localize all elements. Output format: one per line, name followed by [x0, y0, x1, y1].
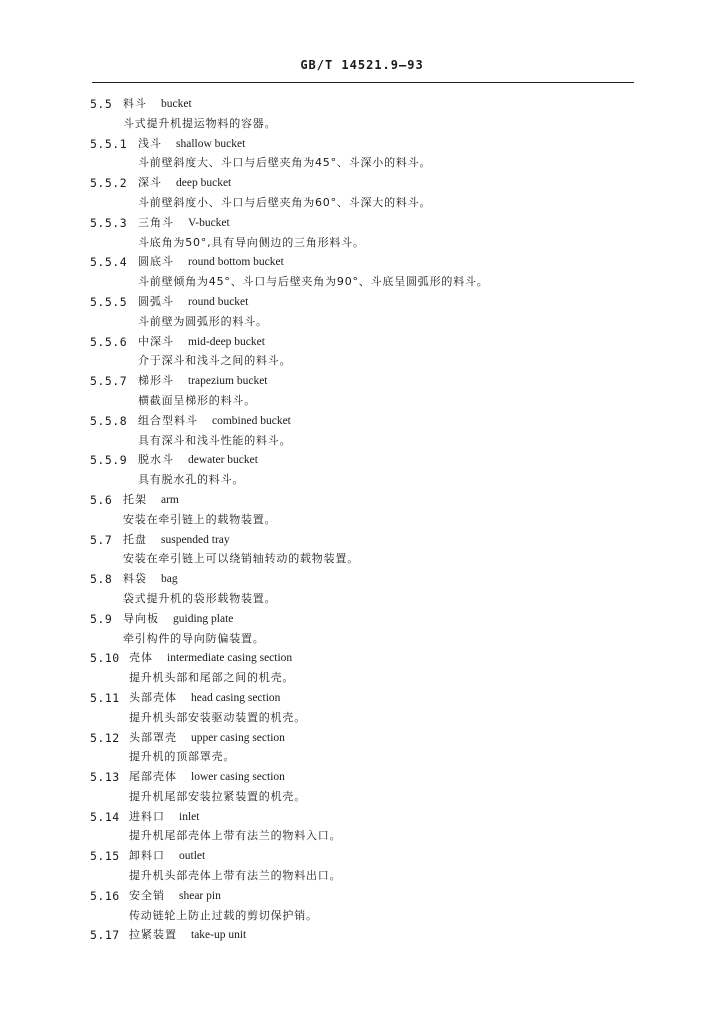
term-number: 5.6 [90, 492, 113, 507]
term-entry [0, 846, 724, 886]
term-english: bag [161, 573, 178, 586]
term-entry [0, 648, 724, 688]
term-definition: 具有深斗和浅斗性能的料斗。 [138, 433, 292, 447]
term-chinese: 头部罩壳 [129, 730, 177, 744]
term-chinese: 尾部壳体 [129, 770, 177, 784]
term-entry [0, 807, 724, 847]
term-number: 5.5.9 [90, 453, 128, 468]
term-number: 5.15 [90, 849, 120, 864]
term-entry [0, 925, 724, 965]
term-english: guiding plate [173, 612, 234, 625]
term-number: 5.16 [90, 888, 120, 903]
term-definition: 提升机头部壳体上带有法兰的物料出口。 [129, 869, 342, 883]
term-entry [0, 213, 724, 253]
term-entry [0, 411, 724, 451]
term-definition: 传动链轮上防止过载的剪切保护销。 [129, 908, 318, 922]
term-definition: 提升机尾部壳体上带有法兰的物料入口。 [129, 829, 342, 843]
term-chinese: 进料口 [129, 809, 165, 823]
term-definition: 提升机的顶部罩壳。 [129, 750, 236, 764]
term-entry [0, 134, 724, 174]
term-chinese: 三角斗 [138, 215, 174, 229]
term-english: take-up unit [191, 929, 247, 942]
term-chinese: 安全销 [129, 888, 165, 902]
term-entry [0, 688, 724, 728]
term-chinese: 梯形斗 [138, 374, 174, 388]
term-number: 5.11 [90, 690, 120, 705]
term-english: outlet [179, 850, 206, 863]
term-chinese: 托盘 [123, 532, 147, 546]
term-number: 5.7 [90, 532, 113, 547]
term-definition: 提升机头部安装驱动装置的机壳。 [129, 710, 306, 724]
term-entry [0, 292, 724, 332]
term-definition: 袋式提升机的袋形载物装置。 [123, 591, 277, 605]
term-chinese: 中深斗 [138, 334, 174, 348]
page-header: GB/T 14521.9—93 [300, 58, 424, 72]
term-english: round bucket [188, 295, 249, 308]
term-chinese: 壳体 [129, 651, 153, 665]
term-entry [0, 450, 724, 490]
term-chinese: 卸料口 [129, 849, 165, 863]
term-definition: 斗前壁倾角为45°、斗口与后壁夹角为90°、斗底呈圆弧形的料斗。 [138, 275, 489, 289]
header-divider [92, 82, 634, 83]
term-english: suspended tray [161, 533, 230, 546]
term-chinese: 组合型料斗 [138, 413, 198, 427]
term-number: 5.10 [90, 651, 120, 666]
term-definition: 介于深斗和浅斗之间的料斗。 [138, 354, 292, 368]
term-number: 5.5.5 [90, 294, 128, 309]
term-number: 5.17 [90, 928, 120, 943]
term-entry [0, 94, 724, 134]
term-definition: 斗前壁为圆弧形的料斗。 [138, 314, 268, 328]
term-chinese: 头部壳体 [129, 690, 177, 704]
term-chinese: 料袋 [123, 572, 147, 586]
term-number: 5.12 [90, 730, 120, 745]
term-chinese: 拉紧装置 [129, 928, 177, 942]
term-number: 5.5 [90, 97, 113, 111]
term-entry [0, 609, 724, 649]
term-number: 5.14 [90, 809, 120, 824]
term-definition: 斗底角为50°,具有导向侧边的三角形料斗。 [138, 235, 365, 249]
term-definition: 提升机头部和尾部之间的机壳。 [129, 671, 295, 685]
term-entry [0, 490, 724, 530]
term-number: 5.5.7 [90, 374, 128, 389]
term-english: upper casing section [191, 731, 285, 744]
term-entry [0, 173, 724, 213]
term-number: 5.5.1 [90, 136, 128, 151]
term-english: combined bucket [212, 414, 291, 427]
term-entry [0, 332, 724, 372]
term-definition: 牵引构件的导向防偏装置。 [123, 631, 265, 645]
term-definition: 斗前壁斜度小、斗口与后壁夹角为60°、斗深大的料斗。 [138, 195, 432, 209]
term-definition: 横截面呈梯形的料斗。 [138, 393, 256, 407]
term-entry [0, 767, 724, 807]
term-english: shallow bucket [176, 137, 246, 150]
term-entry [0, 252, 724, 292]
term-definition: 具有脱水孔的料斗。 [138, 473, 245, 487]
term-definition: 安装在牵引链上可以绕销轴转动的载物装置。 [123, 552, 359, 566]
term-entry [0, 886, 724, 926]
term-english: head casing section [191, 691, 281, 704]
term-list [0, 94, 724, 965]
term-chinese: 导向板 [123, 611, 159, 625]
term-english: V-bucket [188, 216, 230, 229]
term-chinese: 圆底斗 [138, 255, 174, 269]
term-number: 5.9 [90, 611, 113, 626]
term-entry [0, 530, 724, 570]
term-number: 5.5.2 [90, 176, 128, 191]
term-number: 5.5.4 [90, 255, 128, 270]
term-english: lower casing section [191, 771, 285, 784]
term-entry [0, 728, 724, 768]
term-definition: 提升机尾部安装拉紧装置的机壳。 [129, 789, 306, 803]
term-chinese: 深斗 [138, 176, 162, 190]
term-chinese: 托架 [123, 492, 147, 506]
term-definition: 安装在牵引链上的载物装置。 [123, 512, 277, 526]
term-number: 5.5.3 [90, 215, 128, 230]
term-english: dewater bucket [188, 454, 258, 467]
term-english: round bottom bucket [188, 256, 284, 269]
term-english: intermediate casing section [167, 652, 293, 665]
term-number: 5.5.8 [90, 413, 128, 428]
term-definition: 斗式提升机提运物料的容器。 [123, 116, 277, 130]
term-english: mid-deep bucket [188, 335, 265, 348]
term-english: shear pin [179, 889, 221, 902]
term-number: 5.5.6 [90, 334, 128, 349]
term-number: 5.8 [90, 572, 113, 587]
term-entry [0, 371, 724, 411]
term-english: bucket [161, 98, 192, 110]
term-english: trapezium bucket [188, 375, 268, 388]
term-definition: 斗前壁斜度大、斗口与后壁夹角为45°、斗深小的料斗。 [138, 156, 432, 170]
term-chinese: 浅斗 [138, 136, 162, 150]
term-chinese: 脱水斗 [138, 453, 174, 467]
term-english: inlet [179, 810, 200, 823]
term-english: deep bucket [176, 177, 232, 190]
term-english: arm [161, 493, 179, 506]
term-chinese: 料斗 [123, 97, 147, 110]
term-entry [0, 569, 724, 609]
term-chinese: 圆弧斗 [138, 294, 174, 308]
term-number: 5.13 [90, 770, 120, 785]
